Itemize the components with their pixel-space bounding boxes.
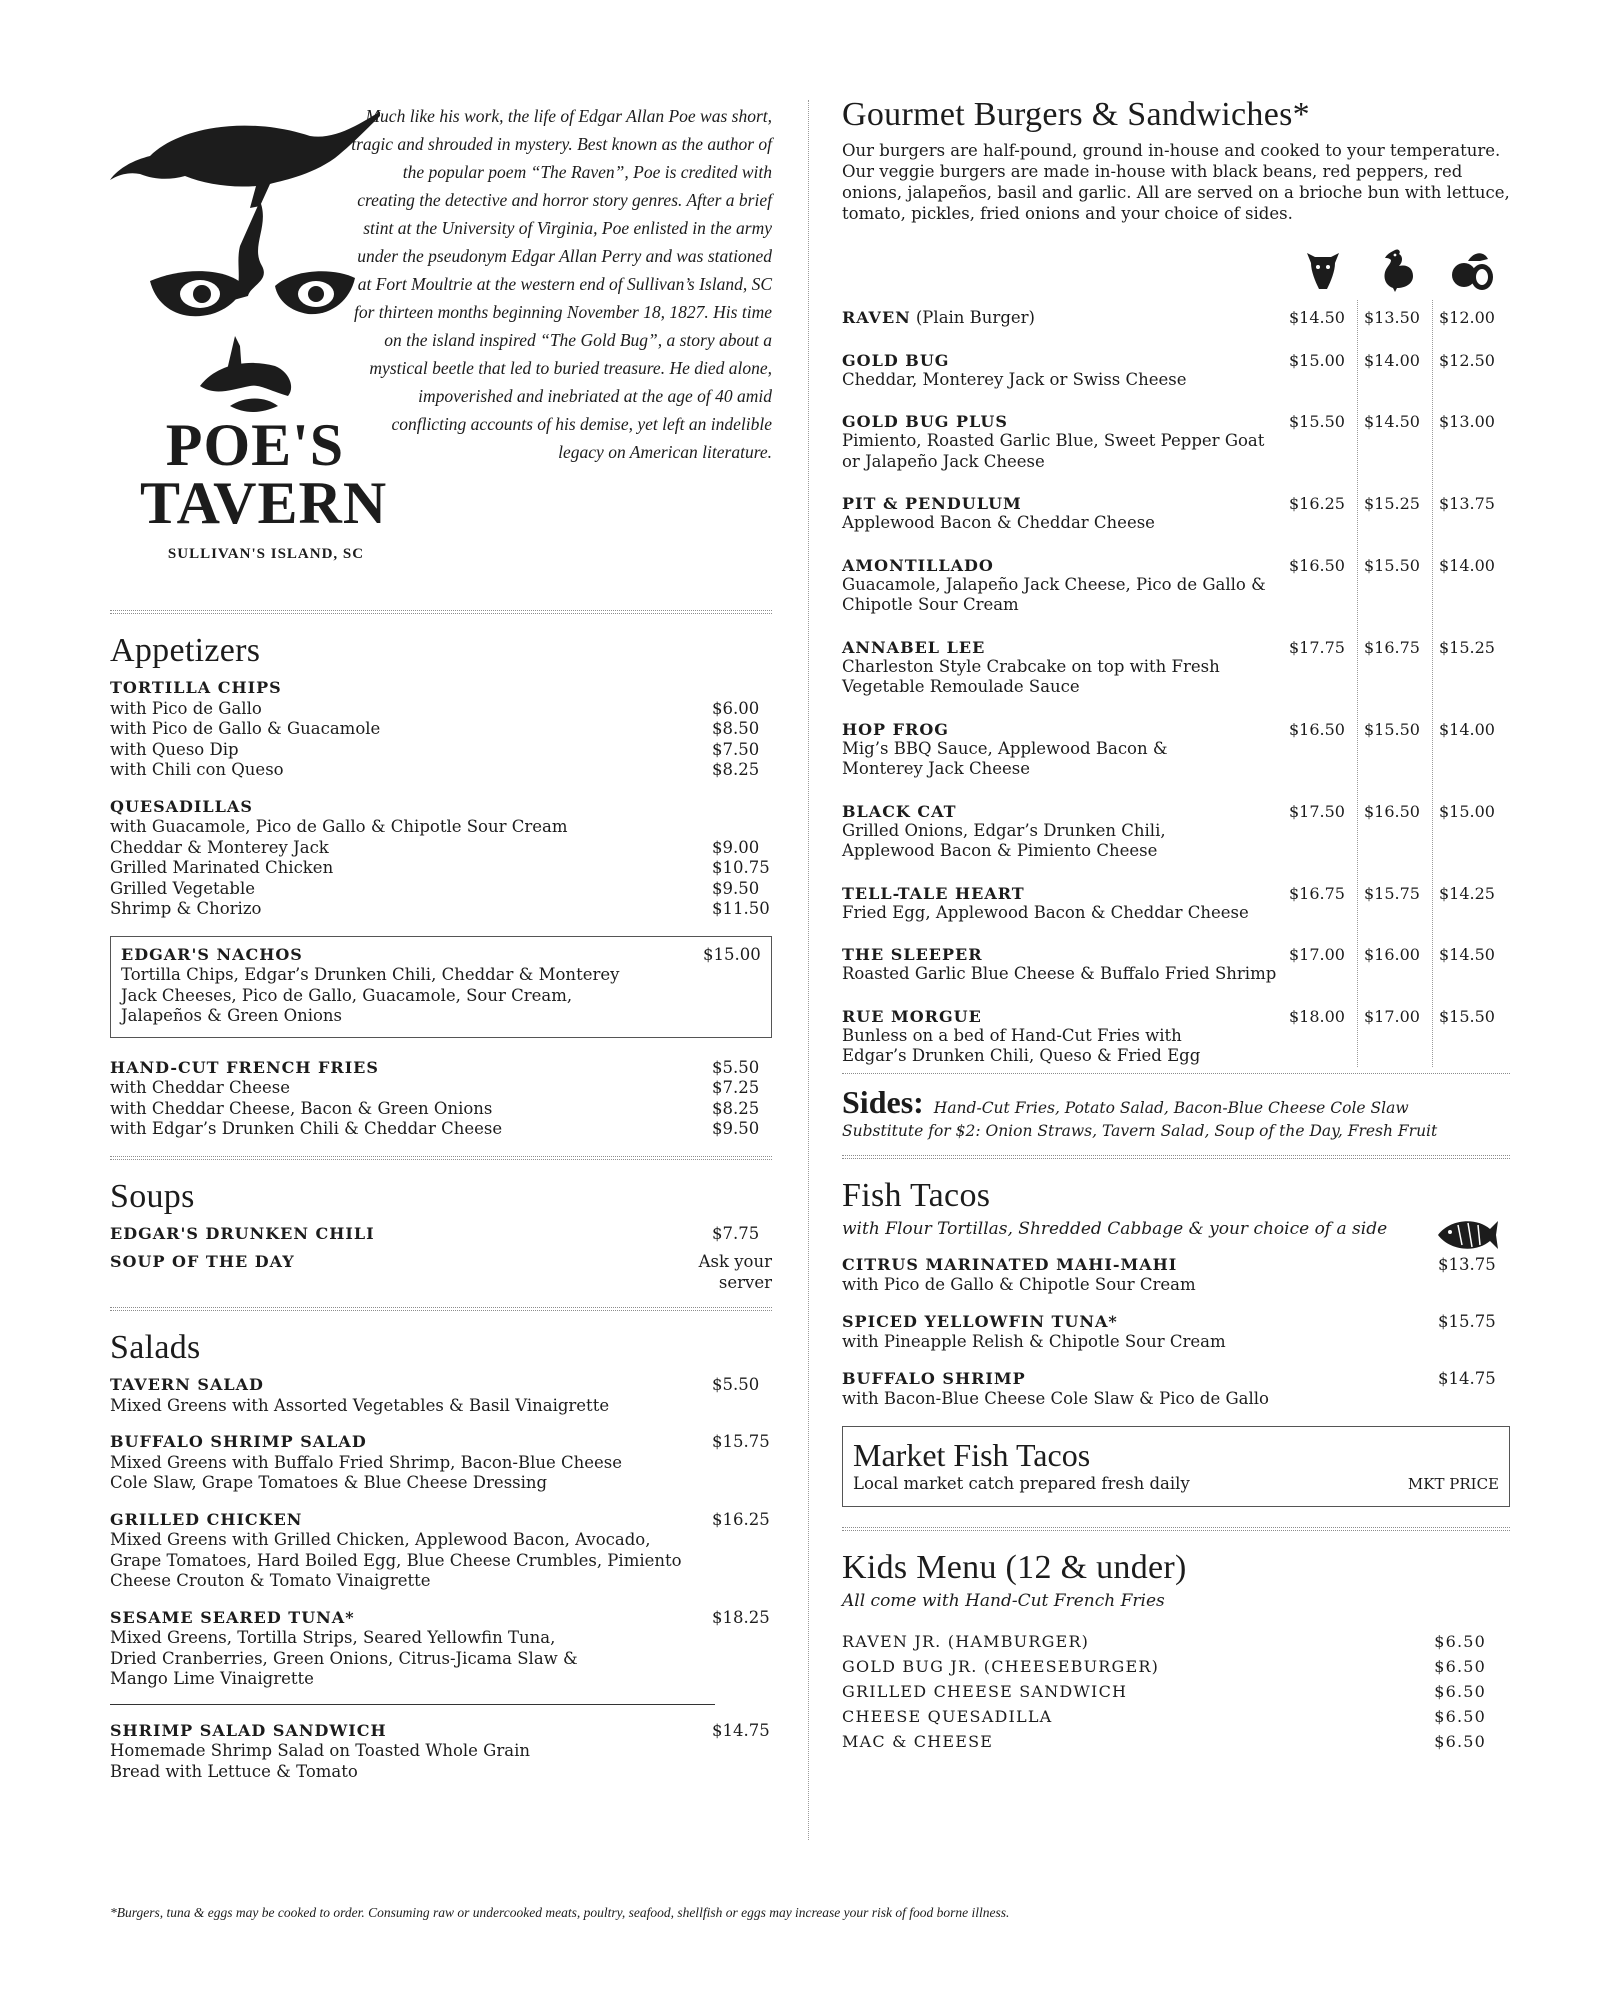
item-price: $15.75 [712, 1432, 770, 1451]
item-name: GOLD BUG [842, 350, 950, 370]
burger-item [842, 412, 1510, 472]
veggie-price: $12.50 [1439, 350, 1495, 370]
option-price: $9.00 [712, 837, 760, 857]
column-divider [808, 100, 809, 1840]
chicken-icon [1360, 246, 1435, 294]
burger-item [842, 884, 1510, 924]
item-name: GRILLED CHEESE SANDWICH [842, 1682, 1128, 1701]
menu-item-french-fries [110, 1058, 772, 1140]
menu-item-salad [110, 1432, 772, 1494]
item-price: $15.00 [703, 944, 761, 964]
item-name: BUFFALO SHRIMP [842, 1368, 1026, 1388]
section-divider [842, 1155, 1510, 1159]
section-title: Appetizers [110, 632, 261, 669]
right-column [842, 96, 1510, 1754]
section-divider [110, 1307, 772, 1311]
menu-item-salad [110, 1607, 770, 1705]
item-name: BUFFALO SHRIMP SALAD [110, 1432, 367, 1451]
sides-list [934, 1098, 1409, 1118]
veggie-price: $14.00 [1439, 719, 1495, 739]
veggie-price: $13.00 [1439, 412, 1495, 431]
item-name: TAVERN SALAD [110, 1375, 264, 1394]
item-name: ANNABEL LEE [842, 637, 986, 657]
chicken-price: $16.00 [1364, 945, 1420, 964]
chicken-price: $14.50 [1364, 412, 1420, 431]
item-name: SHRIMP SALAD SANDWICH [110, 1720, 387, 1740]
item-name: CITRUS MARINATED MAHI-MAHI [842, 1254, 1178, 1274]
option-price: $6.00 [712, 698, 760, 718]
menu-item-salad [110, 1510, 772, 1592]
item-price: $13.75 [1438, 1254, 1496, 1274]
item-desc: Mixed Greens, Tortilla Strips, Seared Yellowfin Tuna, Dried Cranberries, Green Onions, Citrus-Jicama Slaw & Mango Lime Vinaigrette [110, 1628, 578, 1688]
item-desc: Applewood Bacon & Cheddar Cheese [842, 513, 1155, 532]
beef-price: $16.25 [1289, 494, 1345, 513]
item-price: $6.50 [1434, 1657, 1486, 1676]
sides-section [842, 1084, 1510, 1121]
food-safety-footnote: *Burgers, tuna & eggs may be cooked to order. Consuming raw or undercooked meats, poultry, seafood, shellfish or eggs may increase your risk of food borne illness. [110, 1905, 1010, 1920]
beef-price: $16.75 [1289, 883, 1345, 903]
market-fish-tacos-box [842, 1426, 1510, 1508]
price-column-divider [1357, 300, 1358, 1067]
item-desc: Mixed Greens with Assorted Vegetables & Basil Vinaigrette [110, 1395, 610, 1415]
item-desc: with Bacon-Blue Cheese Cole Slaw & Pico de Gallo [842, 1389, 1269, 1408]
menu-item-salad [110, 1375, 772, 1416]
kids-item [842, 1629, 1510, 1654]
option-label: Grilled Marinated Chicken [110, 858, 334, 877]
fish-icon [1436, 1215, 1500, 1259]
section-divider [842, 1527, 1510, 1531]
beef-price: $18.00 [1289, 1006, 1345, 1026]
item-name-note: (Plain Burger) [915, 308, 1035, 327]
item-name: RAVEN [842, 308, 911, 327]
option-label: Shrimp & Chorizo [110, 899, 262, 918]
salads-section [110, 1329, 772, 1782]
option-price: $10.75 [712, 858, 770, 877]
menu-item-edgars-nachos [110, 936, 772, 1038]
veggie-price: $15.25 [1439, 637, 1495, 657]
appetizers-section [110, 632, 772, 1140]
item-desc: Cheddar, Monterey Jack or Swiss Cheese [842, 369, 1187, 389]
beef-price: $14.50 [1289, 308, 1345, 327]
item-price: $6.50 [1434, 1632, 1486, 1651]
fish-tacos-section [842, 1177, 1510, 1508]
beef-price: $16.50 [1289, 555, 1345, 575]
price-column-divider [1432, 300, 1433, 1067]
kids-item [842, 1704, 1510, 1729]
veggie-price: $15.50 [1439, 1006, 1495, 1026]
chicken-price: $13.50 [1364, 308, 1420, 327]
option-label: with Cheddar Cheese, Bacon & Green Onions [110, 1098, 493, 1118]
section-title: Gourmet Burgers & Sandwiches* [842, 96, 1310, 133]
item-name: SPICED YELLOWFIN TUNA* [842, 1311, 1118, 1331]
veggie-price: $14.50 [1439, 945, 1495, 964]
item-desc: with Pineapple Relish & Chipotle Sour Cream [842, 1332, 1226, 1351]
option-label: with Cheddar Cheese [110, 1078, 291, 1097]
option-price: $8.25 [712, 760, 760, 779]
item-name: AMONTILLADO [842, 555, 994, 575]
item-name: EDGAR'S DRUNKEN CHILI [110, 1223, 375, 1243]
chicken-price: $15.75 [1364, 883, 1420, 903]
veggie-icon [1435, 246, 1510, 294]
item-price: $5.50 [712, 1375, 760, 1394]
item-desc: Guacamole, Jalapeño Jack Cheese, Pico de Gallo & Chipotle Sour Cream [842, 574, 1266, 614]
beef-icon [1285, 246, 1360, 294]
section-title: Soups [110, 1177, 195, 1215]
item-name: TELL-TALE HEART [842, 883, 1025, 903]
kids-menu-section [842, 1549, 1510, 1754]
menu-item-salad [110, 1721, 772, 1783]
burger-list [842, 308, 1510, 1067]
burger-item [842, 802, 1510, 862]
tavern-logo [140, 412, 388, 536]
intro-block [110, 96, 772, 596]
item-price: $16.25 [712, 1509, 770, 1529]
option-label: with Chili con Queso [110, 760, 284, 779]
item-desc: Mixed Greens with Buffalo Fried Shrimp, Bacon-Blue Cheese Cole Slaw, Grape Tomatoes & Blue Cheese Dressing [110, 1452, 623, 1492]
item-price: $6.50 [1434, 1682, 1486, 1701]
beef-price: $17.00 [1289, 945, 1345, 964]
item-name: RUE MORGUE [842, 1006, 982, 1026]
burger-item [842, 351, 1510, 391]
burger-item [842, 720, 1510, 780]
section-title: Fish Tacos [842, 1176, 991, 1214]
logo-line-2: TAVERN [140, 470, 388, 536]
item-name: THE SLEEPER [842, 945, 983, 964]
chicken-price: $15.50 [1364, 555, 1420, 575]
chicken-price: $16.75 [1364, 637, 1420, 657]
item-desc: Tortilla Chips, Edgar’s Drunken Chili, Cheddar & Monterey Jack Cheeses, Pico de Gallo, Guacamole, Sour Cream, Jalapeños & Green Onions [121, 965, 620, 1025]
burger-item [842, 308, 1510, 329]
option-label: with Pico de Gallo & Guacamole [110, 719, 381, 738]
chicken-price: $16.50 [1364, 801, 1420, 821]
item-name: QUESADILLAS [110, 796, 253, 816]
item-desc: Mig’s BBQ Sauce, Applewood Bacon & Monterey Jack Cheese [842, 738, 1168, 778]
burgers-intro: Our burgers are half-pound, ground in-house and cooked to your temperature. Our veggie burgers are made in-house with black beans, red peppers, red onions, jalapeños, basil and garlic. All are served on a brioche bun with lettuce, tomato, pickles, fried onions and your choice of sides. [842, 141, 1510, 223]
option-price: $9.50 [712, 878, 760, 898]
chicken-price: $15.50 [1364, 719, 1420, 739]
veggie-price: $13.75 [1439, 494, 1495, 513]
beef-price: $15.00 [1289, 350, 1345, 370]
chicken-price: $17.00 [1364, 1006, 1420, 1026]
item-name: RAVEN JR. (HAMBURGER) [842, 1632, 1090, 1651]
veggie-price: $14.00 [1439, 555, 1495, 575]
item-name: SOUP OF THE DAY [110, 1252, 295, 1271]
protein-icons [842, 246, 1510, 294]
chicken-price: $15.25 [1364, 494, 1420, 513]
burger-item [842, 1007, 1510, 1067]
section-title: Salads [110, 1329, 201, 1366]
item-price: $14.75 [1438, 1368, 1496, 1388]
item-name: PIT & PENDULUM [842, 494, 1022, 513]
raven-icon [110, 96, 380, 416]
sides-title: Sides: [842, 1083, 924, 1120]
sides-line-2: Substitute for $2: Onion Straws, Tavern Salad, Soup of the Day, Fresh Fruit [842, 1121, 1438, 1140]
option-price: $7.25 [712, 1078, 760, 1097]
item-desc: with Pico de Gallo & Chipotle Sour Cream [842, 1275, 1196, 1294]
item-desc: Grilled Onions, Edgar’s Drunken Chili, Applewood Bacon & Pimiento Cheese [842, 820, 1166, 860]
kids-item [842, 1729, 1510, 1754]
menu-item-quesadillas [110, 797, 772, 920]
burger-item [842, 945, 1510, 985]
item-price: $6.50 [1434, 1732, 1486, 1751]
poe-bio: Much like his work, the life of Edgar Allan Poe was short, tragic and shrouded in mystery. Best known as the author of the popular poem “The Raven”, Poe is credited with creating the detective and horror story genres. After a brief stint at the University of Virginia, Poe enlisted in the army under the pseudonym Edgar Allan Perry and was stationed at Fort Moultrie at the western end of Sullivan’s Island, SC for thirteen months beginning November 18, 1827. His time on the island inspired “The Gold Bug”, a story about a mystical beetle that led to buried treasure. He died alone, impoverished and inebriated at the age of 40 amid conflicting accounts of his demise, yet left an indelible legacy on American literature. [351, 106, 772, 462]
beef-price: $15.50 [1289, 412, 1345, 431]
section-title: Kids Menu (12 & under) [842, 1549, 1187, 1586]
item-name: EDGAR'S NACHOS [121, 944, 303, 964]
market-desc: Local market catch prepared fresh daily [853, 1473, 1190, 1493]
option-label: with Queso Dip [110, 739, 239, 759]
beef-price: $16.50 [1289, 719, 1345, 739]
soups-section [110, 1178, 772, 1294]
veggie-price: $12.00 [1439, 308, 1495, 327]
section-divider [110, 1156, 772, 1160]
item-name: HAND-CUT FRENCH FRIES [110, 1057, 379, 1077]
item-price: $5.50 [712, 1057, 760, 1077]
item-desc: Fried Egg, Applewood Bacon & Cheddar Cheese [842, 902, 1249, 922]
beef-price: $17.75 [1289, 637, 1345, 657]
menu-item-tortilla-chips [110, 678, 772, 781]
option-price: $9.50 [712, 1119, 760, 1138]
item-name: MAC & CHEESE [842, 1732, 994, 1751]
section-divider [110, 610, 772, 614]
item-name: HOP FROG [842, 719, 949, 739]
item-desc: Bunless on a bed of Hand-Cut Fries with Edgar’s Drunken Chili, Queso & Fried Egg [842, 1025, 1201, 1065]
intro-text [350, 102, 772, 466]
veggie-price: $15.00 [1439, 801, 1495, 821]
section-subtitle: with Flour Tortillas, Shredded Cabbage & your choice of a side [842, 1218, 1388, 1239]
section-subtitle: All come with Hand-Cut French Fries [842, 1591, 1165, 1611]
item-name: TORTILLA CHIPS [110, 678, 282, 697]
item-desc: Pimiento, Roasted Garlic Blue, Sweet Pepper Goat or Jalapeño Jack Cheese [842, 431, 1265, 471]
chicken-price: $14.00 [1364, 350, 1420, 370]
item-price: $14.75 [712, 1720, 770, 1740]
logo-line-1: POE'S [165, 412, 345, 478]
logo-location: SULLIVAN'S ISLAND, SC [167, 546, 365, 562]
option-price: $8.25 [712, 1098, 760, 1118]
item-desc: with Guacamole, Pico de Gallo & Chipotle Sour Cream [110, 817, 568, 836]
option-price: $8.50 [712, 719, 760, 738]
item-desc: Mixed Greens with Grilled Chicken, Applewood Bacon, Avocado, Grape Tomatoes, Hard Boiled Egg, Blue Cheese Crumbles, Pimiento Cheese Crouton & Tomato Vinaigrette [110, 1530, 682, 1590]
market-title: Market Fish Tacos [853, 1436, 1091, 1473]
kids-item [842, 1679, 1510, 1704]
burger-item [842, 556, 1510, 616]
item-desc: Roasted Garlic Blue Cheese & Buffalo Fried Shrimp [842, 964, 1277, 983]
market-price: MKT PRICE [1407, 1474, 1499, 1493]
menu-item-fish-taco [842, 1369, 1510, 1410]
option-label: Grilled Vegetable [110, 878, 256, 898]
item-price: $18.25 [712, 1607, 770, 1627]
burger-item [842, 494, 1510, 534]
kids-item [842, 1654, 1510, 1679]
option-label: with Pico de Gallo [110, 698, 262, 718]
item-price: Ask your server [698, 1252, 772, 1292]
left-column [110, 96, 772, 1798]
item-name: CHEESE QUESADILLA [842, 1707, 1053, 1726]
item-price: $15.75 [1438, 1311, 1496, 1331]
menu-item-fish-taco [842, 1255, 1510, 1296]
burgers-section [842, 96, 1510, 1067]
option-label: with Edgar’s Drunken Chili & Cheddar Cheese [110, 1119, 503, 1138]
option-price: $11.50 [712, 899, 770, 918]
item-name: SESAME SEARED TUNA* [110, 1607, 355, 1627]
section-divider [842, 1073, 1510, 1074]
menu-item-fish-taco [842, 1312, 1510, 1353]
item-name: BLACK CAT [842, 801, 957, 821]
item-desc: Homemade Shrimp Salad on Toasted Whole Grain Bread with Lettuce & Tomato [110, 1741, 530, 1781]
burger-item [842, 638, 1510, 698]
item-name: GRILLED CHICKEN [110, 1509, 303, 1529]
item-price: $7.75 [712, 1223, 760, 1243]
beef-price: $17.50 [1289, 801, 1345, 821]
veggie-price: $14.25 [1439, 883, 1495, 903]
sides-line-1: Hand-Cut Fries, Potato Salad, Bacon-Blue Cheese Cole Slaw [933, 1098, 1409, 1117]
option-price: $7.50 [712, 739, 760, 759]
item-name: GOLD BUG PLUS [842, 412, 1008, 431]
item-price: $6.50 [1434, 1707, 1486, 1726]
item-desc: Charleston Style Crabcake on top with Fresh Vegetable Remoulade Sauce [842, 656, 1220, 696]
item-name: GOLD BUG JR. (CHEESEBURGER) [842, 1657, 1160, 1676]
option-label: Cheddar & Monterey Jack [110, 837, 329, 857]
